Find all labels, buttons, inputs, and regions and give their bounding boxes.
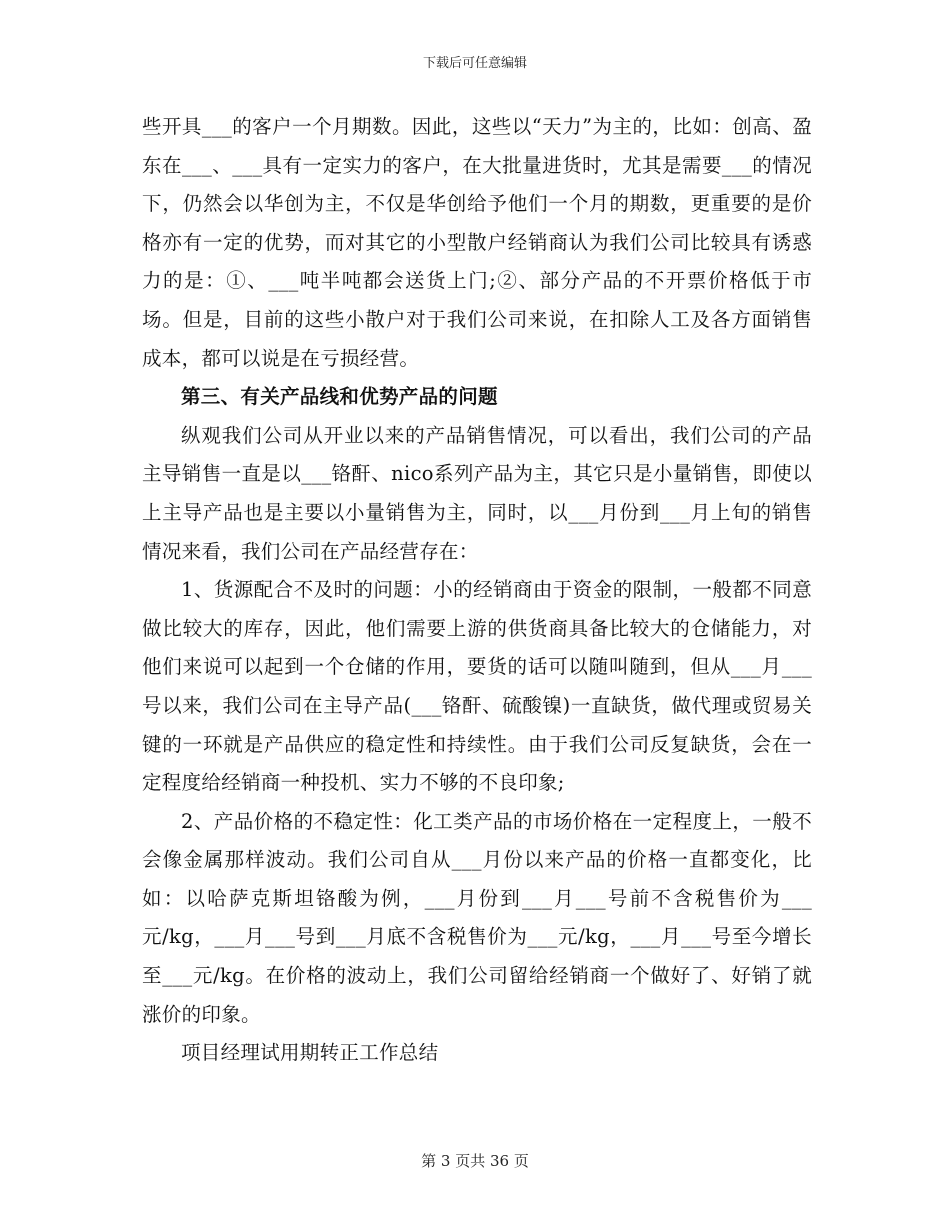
paragraph-price-instability: 2、产品价格的不稳定性：化工类产品的市场价格在一定程度上，一般不会像金属那样波动。我们公司自从___月份以来产品的价格一直都变化，比如：以哈萨克斯坦铬酸为例，___月份到___月___号前不含税售价为___元/kg，___月___号到___月底不含税售价为___元/kg，___月___号至今增长至___元/kg。在价格的波动上，我们公司留给经销商一个做好了、好销了就涨价的印象。 — [142, 809, 812, 1026]
paragraph-continuation: 些开具___的客户一个月期数。因此，这些以“天力”为主的，比如：创高、盈东在___、___具有一定实力的客户，在大批量进货时，尤其是需要___的情况下，仍然会以华创为主，不仅是华创给予他们一个月的期数，更重要的是价格亦有一定的优势，而对其它的小型散户经销商认为我们公司比较具有诱惑力的是：①、___吨半吨都会送货上门;②、部分产品的不开票价格低于市场。但是，目前的这些小散户对于我们公司来说，在扣除人工及各方面销售成本，都可以说是在亏损经营。 — [142, 115, 812, 370]
document-subtitle: 项目经理试用期转正工作总结 — [181, 1041, 439, 1065]
page-header: 下载后可任意编辑 — [422, 56, 527, 71]
paragraph-product-overview: 纵观我们公司从开业以来的产品销售情况，可以看出，我们公司的产品主导销售一直是以___铬酐、nico系列产品为主，其它只是小量销售，即使以上主导产品也是主要以小量销售为主，同时，以___月份到___月上旬的销售情况来看，我们公司在产品经营存在： — [142, 423, 812, 563]
paragraph-supply-issue: 1、货源配合不及时的问题：小的经销商由于资金的限制，一般都不同意做比较大的库存，因此，他们需要上游的供货商具备比较大的仓储能力，对他们来说可以起到一个仓储的作用，要货的话可以随叫随到，但从___月___号以来，我们公司在主导产品(___铬酐、硫酸镍)一直缺货，做代理或贸易关键的一环就是产品供应的稳定性和持续性。由于我们公司反复缺货，会在一定程度给经销商一种投机、实力不够的不良印象; — [142, 578, 812, 795]
document-body — [142, 108, 812, 1073]
page-footer: 第 3 页共 36 页 — [421, 1152, 529, 1170]
section-heading: 第三、有关产品线和优势产品的问题 — [181, 385, 498, 409]
